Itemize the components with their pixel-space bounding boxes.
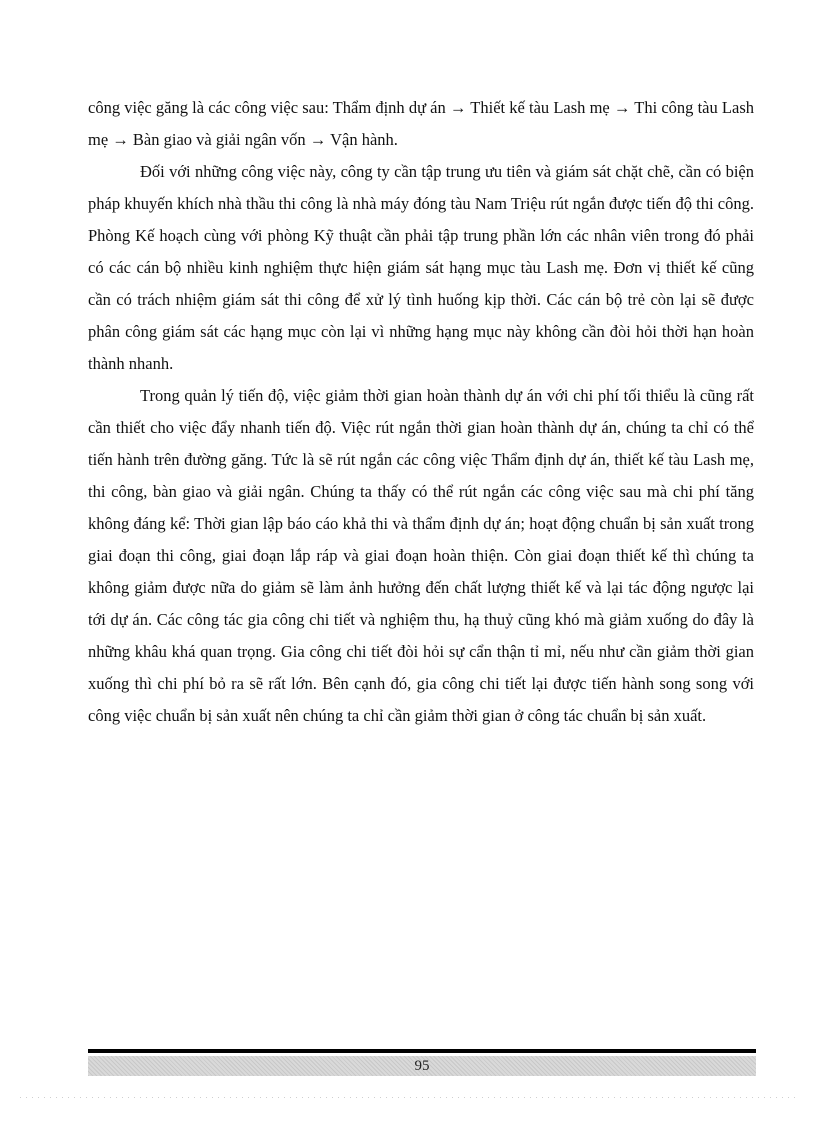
page-bottom-divider: [20, 1097, 796, 1098]
footer-divider: [88, 1049, 756, 1053]
footer-band: [88, 1056, 756, 1076]
body-text: [88, 92, 754, 732]
paragraph: Đối với những công việc này, công ty cần tập trung ưu tiên và giám sát chặt chẽ, cần có biện pháp khuyến khích nhà thầu thi công là nhà máy đóng tàu Nam Triệu rút ngắn được tiến độ thi công. Phòng Kế hoạch cùng với phòng Kỹ thuật cần phải tập trung phần lớn các nhân viên trong đó phải có các cán bộ nhiều kinh nghiệm thực hiện giám sát hạng mục tàu Lash mẹ. Đơn vị thiết kế cũng cần có trách nhiệm giám sát thi công để xử lý tình huống kịp thời. Các cán bộ trẻ còn lại sẽ được phân công giám sát các hạng mục còn lại vì những hạng mục này không cần đòi hỏi thời hạn hoàn thành nhanh.: [88, 162, 754, 373]
page-number: 95: [414, 1058, 430, 1074]
paragraph: Trong quản lý tiến độ, việc giảm thời gian hoàn thành dự án với chi phí tối thiểu là cũng rất cần thiết cho việc đẩy nhanh tiến độ. Việc rút ngắn thời gian hoàn thành dự án, chúng ta chỉ có thể tiến hành trên đường găng. Tức là sẽ rút ngắn các công việc Thẩm định dự án, thiết kế tàu Lash mẹ, thi công, bàn giao và giải ngân. Chúng ta thấy có thể rút ngắn các công việc sau mà chi phí tăng không đáng kể: Thời gian lập báo cáo khả thi và thẩm định dự án; hoạt động chuẩn bị sản xuất trong giai đoạn thi công, giai đoạn lắp ráp và giai đoạn hoàn thiện. Còn giai đoạn thiết kế thì chúng ta không giảm được nữa do giảm sẽ làm ảnh hưởng đến chất lượng thiết kế và lại tác động ngược lại tới dự án. Các công tác gia công chi tiết và nghiệm thu, hạ thuỷ cũng khó mà giảm xuống do đây là những khâu khá quan trọng. Gia công chi tiết đòi hỏi sự cẩn thận tỉ mỉ, nếu như cần giảm thời gian xuống thì chi phí bỏ ra sẽ rất lớn. Bên cạnh đó, gia công chi tiết lại được tiến hành song song với công việc chuẩn bị sản xuất nên chúng ta chỉ cần giảm thời gian ở công tác chuẩn bị sản xuất.: [88, 386, 754, 725]
paragraph-continuation: công việc găng là các công việc sau: Thẩm định dự án → Thiết kế tàu Lash mẹ → Thi công tàu Lash mẹ → Bàn giao và giải ngân vốn → Vận hành.: [88, 98, 754, 149]
